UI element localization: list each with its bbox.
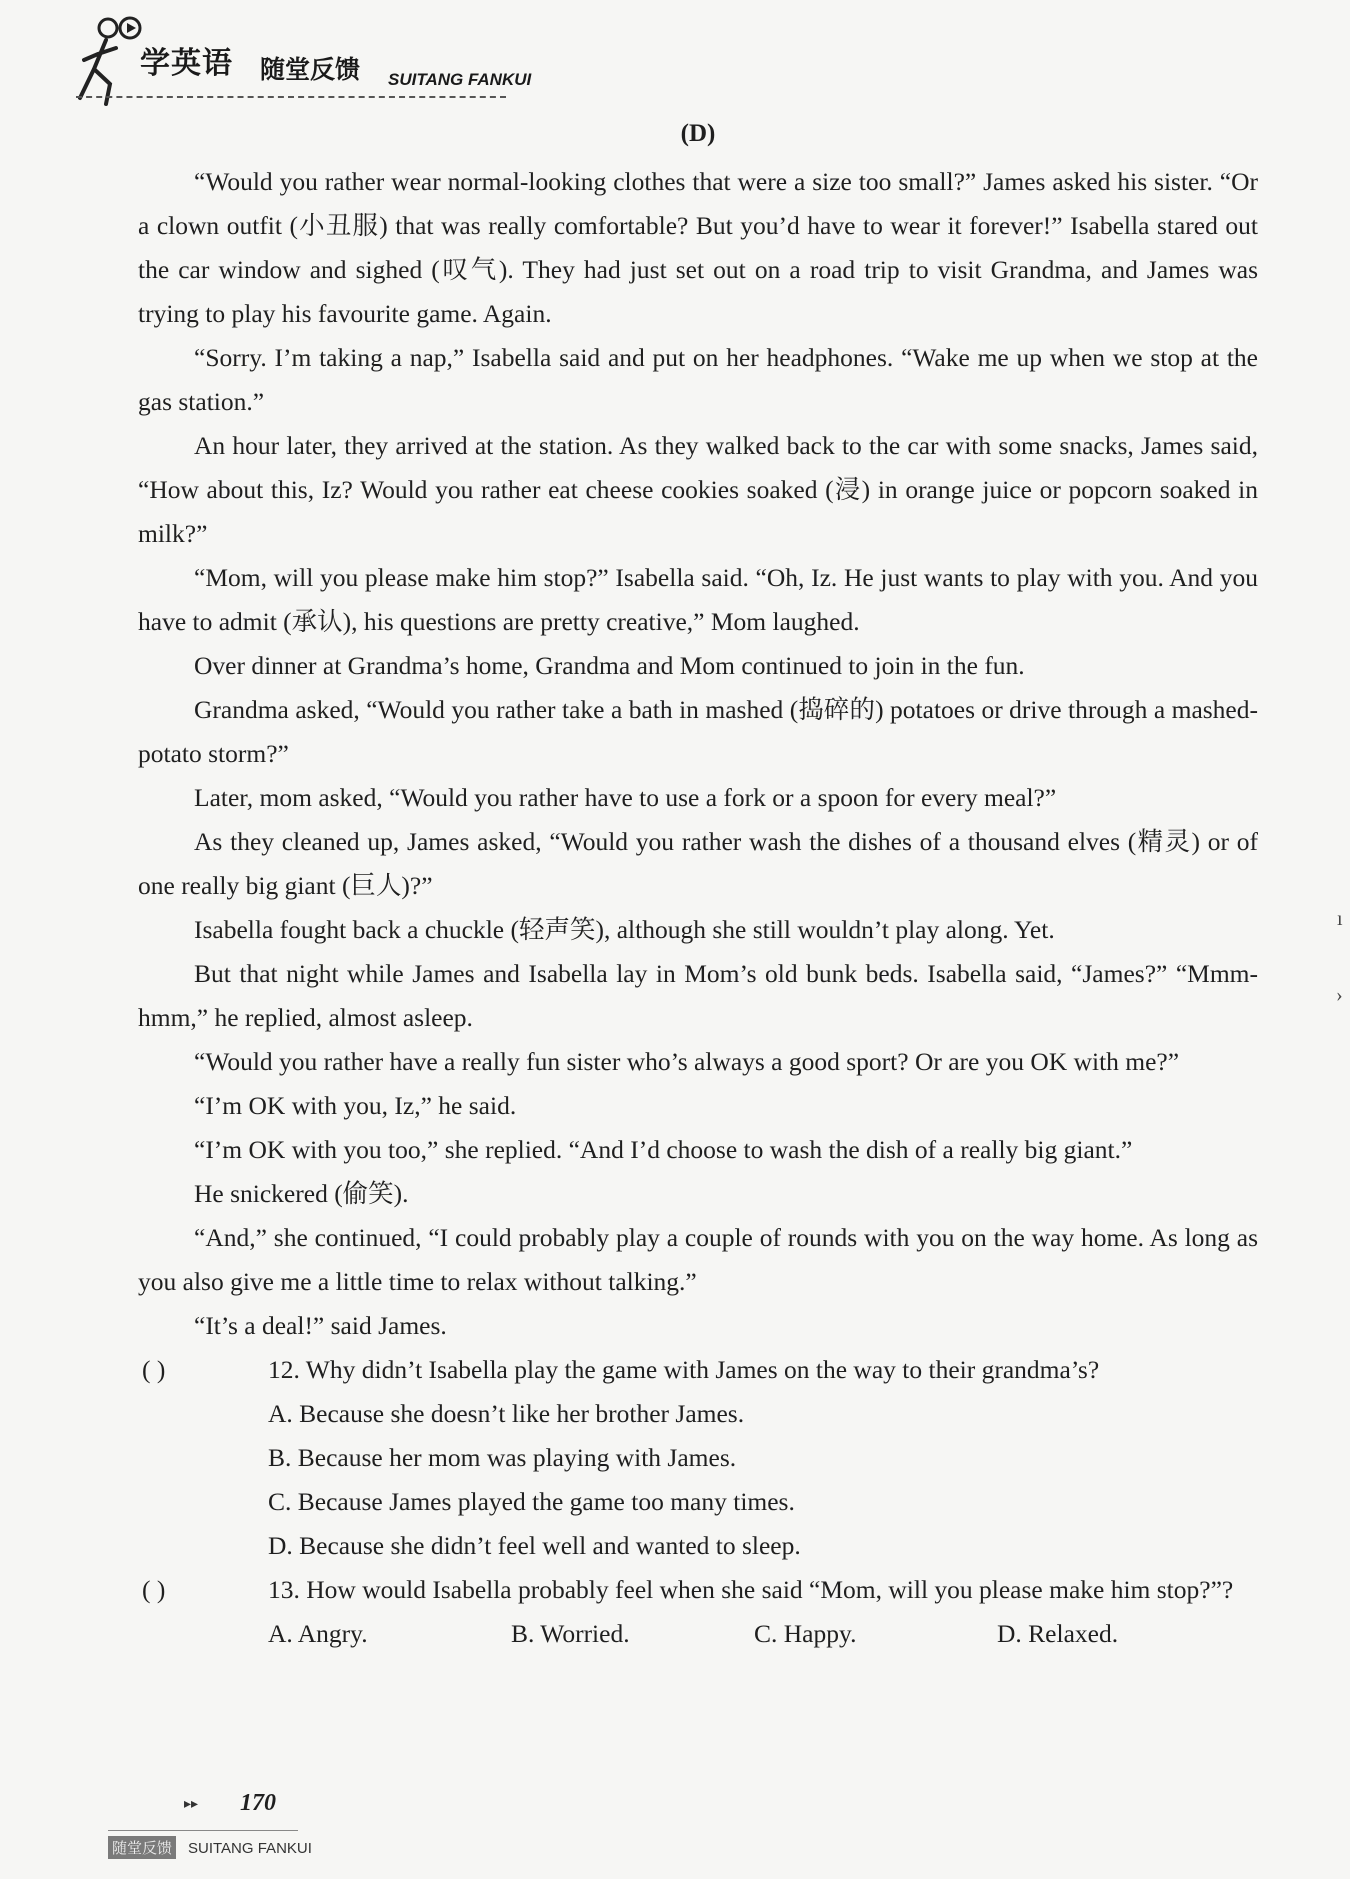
question-13	[138, 1568, 1258, 1656]
paragraph: “And,” she continued, “I could probably play a couple of rounds with you on the way home. As long as you also give me a little time to relax without talking.”	[138, 1223, 1258, 1296]
question-text: 12. Why didn’t Isabella play the game with James on the way to their grandma’s?	[268, 1355, 1100, 1384]
paragraph: Isabella fought back a chuckle (轻声笑), although she still wouldn’t play along. Yet.	[194, 915, 1055, 944]
paragraph: “Mom, will you please make him stop?” Isabella said. “Oh, Iz. He just wants to play with you. And you have to admit (承认), his questions are pretty creative,” Mom laughed.	[138, 563, 1258, 636]
option-b: B. Worried.	[511, 1619, 630, 1648]
page-footer	[108, 1790, 408, 1870]
footer-divider	[108, 1830, 298, 1831]
paragraph: “I’m OK with you too,” she replied. “And I’d choose to wash the dish of a really big giant.”	[194, 1135, 1133, 1164]
header-subtitle-en: SUITANG FANKUI	[388, 70, 532, 89]
arrow-icon: ▸▸	[184, 1796, 199, 1812]
paragraph: But that night while James and Isabella lay in Mom’s old bunk beds. Isabella said, “James?” “Mmm-hmm,” he replied, almost asleep.	[138, 959, 1258, 1032]
paragraph: He snickered (偷笑).	[194, 1179, 409, 1208]
header-title: 学英语	[140, 46, 233, 81]
paragraph: “Would you rather wear normal-looking clothes that were a size too small?” James asked his sister. “Or a clown outfit (小丑服) that was really comfortable? But you’d have to wear it forever!” Isabella stared out the car window and sighed (叹气). They had just set out on a road trip to visit Grandma, and James was trying to play his favourite game. Again.	[138, 167, 1258, 328]
answer-blank[interactable]: ( )	[142, 1355, 166, 1384]
option-d: D. Because she didn’t feel well and wanted to sleep.	[268, 1531, 801, 1560]
paragraph: “Would you rather have a really fun sister who’s always a good sport? Or are you OK with me?”	[194, 1047, 1180, 1076]
option-a: A. Angry.	[268, 1619, 368, 1648]
paragraph: An hour later, they arrived at the station. As they walked back to the car with some snacks, James said, “How about this, Iz? Would you rather eat cheese cookies soaked (浸) in orange juice or popcorn soaked in milk?”	[138, 431, 1258, 548]
reading-passage	[138, 112, 1258, 1656]
option-c: C. Because James played the game too many times.	[268, 1487, 795, 1516]
page-header	[76, 14, 576, 114]
answer-blank[interactable]: ( )	[142, 1575, 166, 1604]
option-c: C. Happy.	[754, 1619, 857, 1648]
paragraph: Later, mom asked, “Would you rather have to use a fork or a spoon for every meal?”	[194, 783, 1057, 812]
margin-mark: ı	[1337, 908, 1343, 930]
option-a: A. Because she doesn’t like her brother James.	[268, 1399, 745, 1428]
footer-badge-en: SUITANG FANKUI	[188, 1840, 312, 1857]
header-divider	[76, 96, 506, 98]
paragraph: As they cleaned up, James asked, “Would you rather wash the dishes of a thousand elves (精灵) or of one really big giant (巨人)?”	[138, 827, 1258, 900]
margin-mark: ›	[1336, 984, 1343, 1006]
paragraph: “I’m OK with you, Iz,” he said.	[194, 1091, 517, 1120]
paragraph: “Sorry. I’m taking a nap,” Isabella said and put on her headphones. “Wake me up when we stop at the gas station.”	[138, 343, 1258, 416]
paragraph: Grandma asked, “Would you rather take a bath in mashed (捣碎的) potatoes or drive through a mashed-potato storm?”	[138, 695, 1258, 768]
header-subtitle: 随堂反馈	[260, 55, 361, 84]
question-text: 13. How would Isabella probably feel when she said “Mom, will you please make him stop?”?	[268, 1575, 1234, 1604]
option-b: B. Because her mom was playing with James.	[268, 1443, 737, 1472]
options-row	[138, 1612, 1258, 1656]
footer-badge: 随堂反馈	[108, 1836, 176, 1859]
page-number: 170	[240, 1790, 276, 1816]
option-d: D. Relaxed.	[997, 1619, 1119, 1648]
section-title: (D)	[680, 120, 716, 147]
question-12	[138, 1348, 1258, 1568]
paragraph: “It’s a deal!” said James.	[194, 1311, 447, 1340]
paragraph: Over dinner at Grandma’s home, Grandma and Mom continued to join in the fun.	[194, 651, 1025, 680]
